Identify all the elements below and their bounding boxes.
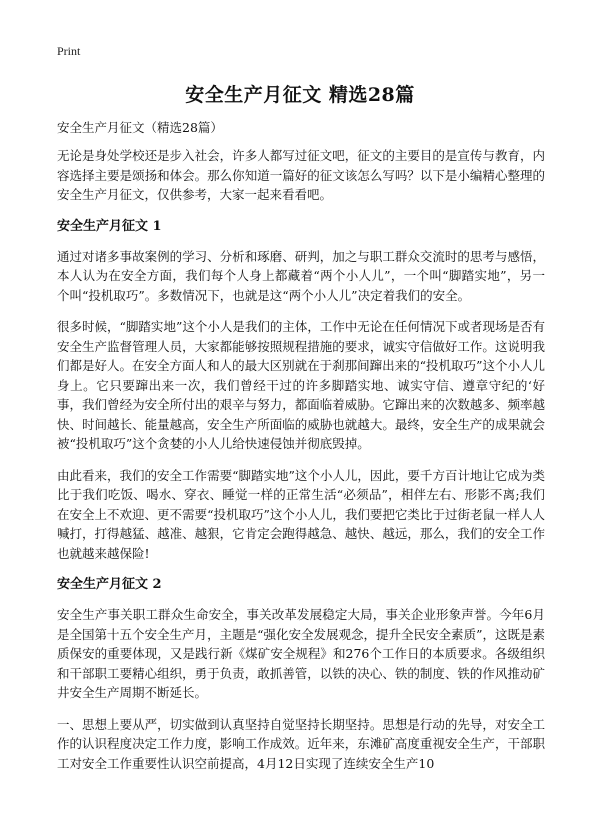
body-paragraph: 一、思想上要从严，切实做到认真坚持自觉坚持长期坚持。思想是行动的先导，对安全工作的认识程度决定工作力度，影响工作成效。近年来，东滩矿高度重视安全生产，干部职工对安全工作重要性认识空前提高，4月12日实现了连续安全生产10 [57, 716, 545, 771]
body-paragraph: 很多时候，“脚踏实地”这个小人是我们的主体，工作中无论在任何情况下或者现场是否有安全生产监督管理人员，大家都能够按照规程措施的要求，诚实守信做好工作。这说明我们都是好人。在安全方面人和人的最大区别就在于刹那间蹿出来的“投机取巧”这个小人儿身上。它只要蹿出来一次，我们曾经干过的许多脚踏实地、诚实守信、遵章守纪的‘好事，我们曾经为安全所付出的艰辛与努力，都面临着威胁。它蹿出来的次数越多、频率越快、时间越长、能量越高，安全生产所面临的威胁也就越大。最终，安全生产的成果就会被“投机取巧”这个贪婪的小人儿给快速侵蚀并彻底毁掉。 [57, 319, 545, 451]
print-label: Print [57, 44, 81, 58]
intro-paragraph: 无论是身处学校还是步入社会，许多人都写过征文吧，征文的主要目的是宣传与教育，内容选择主要是颂扬和体会。那么你知道一篇好的征文该怎么写吗？以下是小编精心整理的安全生产月征文，仅供参考，大家一起来看看吧。 [57, 148, 545, 202]
body-paragraph: 安全生产事关职工群众生命安全，事关改革发展稳定大局，事关企业形象声誉。今年6月是全国第十五个安全生产月，主题是“强化安全发展观念，提升全民安全素质”，这既是素质保安的重要体现，又是践行新《煤矿安全规程》和276个工作日的本质要求。各级组织和干部职工要精心组织，勇于负责，敢抓善管，以铁的决心、铁的制度、铁的作风推动矿井安全生产周期不断延长。 [57, 607, 545, 700]
body-paragraph: 通过对诸多事故案例的学习、分析和琢磨、研判，加之与职工群众交流时的思考与感悟，本人认为在安全方面，我们每个人身上都藏着“两个小人儿”，一个叫“脚踏实地”，另一个叫“投机取巧”。多数情况下，也就是这“两个小人儿”决定着我们的安全。 [57, 248, 545, 303]
document-body [57, 118, 545, 785]
section-heading: 安全生产月征文 1 [57, 218, 162, 234]
document-subtitle: 安全生产月征文（精选28篇） [57, 120, 223, 135]
document-title: 安全生产月征文 精选28篇 [185, 84, 415, 106]
body-paragraph: 由此看来，我们的安全工作需要“脚踏实地”这个小人儿，因此，要千方百计地让它成为类比于我们吃饭、喝水、穿衣、睡觉一样的正常生活“必须品”，相伴左右、形影不离;我们在安全上不欢迎、更不需要“投机取巧”这个小人儿，我们要把它类比于过街老鼠一样人人喊打，打得越猛、越准、越狠，它肯定会跑得越急、越快、越远，那么，我们的安全工作也就越来越保险! [57, 467, 545, 561]
section-heading: 安全生产月征文 2 [57, 577, 162, 592]
